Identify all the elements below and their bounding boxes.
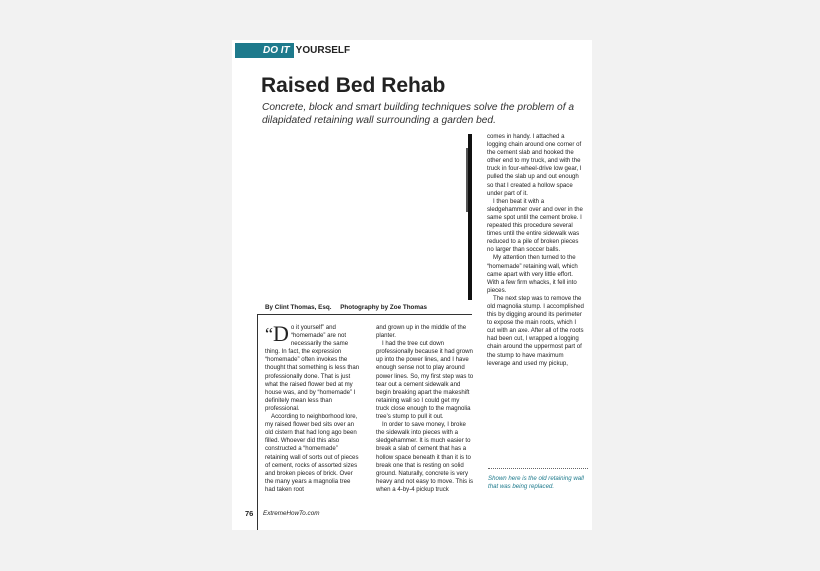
paragraph: The next step was to remove the old magnolia stump. I accomplished this by digging around its perimeter to expose the main roots, which I cut with an axe. After all of the roots had been cut, I wrapped a logging chain around the uppermost part of the stump to have maximum leverage and used my pickup, — [487, 294, 584, 367]
paragraph: and grown up in the middle of the planter. — [376, 324, 467, 340]
article-column-3 — [487, 133, 585, 368]
column-top-rule — [257, 314, 472, 315]
paragraph: comes in handy. I attached a logging chain around one corner of the cement slab and hooked the other end to my truck, and with the truck in four-wheel-drive low gear, I pulled the slab up and out enough so that I created a hollow space under part of it. — [487, 133, 582, 197]
article-deck: Concrete, block and smart building techniques solve the problem of a dilapidated retaining wall surrounding a garden bed. — [262, 102, 575, 126]
paragraph: I then beat it with a sledgehammer over and over in the same spot until the cement broke. I repeated this procedure several times until the entire sidewalk was reduced to a pile of broken pieces no larger than soccer balls. — [487, 197, 583, 254]
drop-cap: “D — [265, 321, 289, 346]
caption-divider — [488, 468, 588, 472]
article-title: Raised Bed Rehab — [261, 74, 446, 97]
paragraph: o it yourself” and “homemade” are not necessarily the same thing. In fact, the expression “homemade” often invokes the thought that something is less than professionally done. That is just what the raised flower bed at my house was, and by “homemade” I definitely mean less than professional. — [265, 324, 360, 412]
photo-edge-detail — [466, 148, 468, 212]
photo-edge — [468, 134, 472, 300]
page-number: 76 — [245, 509, 254, 518]
photo-caption: Shown here is the old retaining wall that was being replaced. — [488, 475, 584, 491]
byline: By Clint Thomas, Esq. Photography by Zoe Thomas — [265, 304, 427, 311]
kicker-rest: YOURSELF — [295, 45, 351, 56]
paragraph: According to neighborhood lore, my raised flower bed sits over an old cistern that had long ago been filled. Whoever did this also constructed a “homemade” retaining wall of sorts out of pieces of cement, rocks of assorted sizes and broken pieces of brick. Over the many years a magnolia tree had taken root — [265, 413, 359, 493]
article-column-2 — [376, 324, 474, 494]
paragraph: In order to save money, I broke the sidewalk into pieces with a sledgehammer. It is much easier to break a slab of cement that has a hollow space beneath it than it is to break one that is resting on solid ground. Naturally, concrete is very heavy and not easy to move. This is when a 4-by-4 pickup truck — [376, 421, 474, 493]
kicker-highlight: DO IT — [235, 43, 294, 58]
paragraph: I had the tree cut down professionally because it had grown up into the power lines, and I have enough sense not to play around power lines. So, my first step was to tear out a cement sidewalk and begin breaking apart the makeshift retaining wall so I could get my truck close enough to the magnolia tree’s stump to pull it out. — [376, 340, 474, 421]
section-kicker — [235, 43, 350, 58]
site-name: ExtremeHowTo.com — [263, 510, 320, 517]
column-left-rule — [257, 314, 258, 530]
paragraph: My attention then turned to the “homemade” retaining wall, which came apart with very little effort. With a few firm whacks, it fell into pieces. — [487, 254, 578, 294]
article-column-1 — [265, 321, 362, 494]
